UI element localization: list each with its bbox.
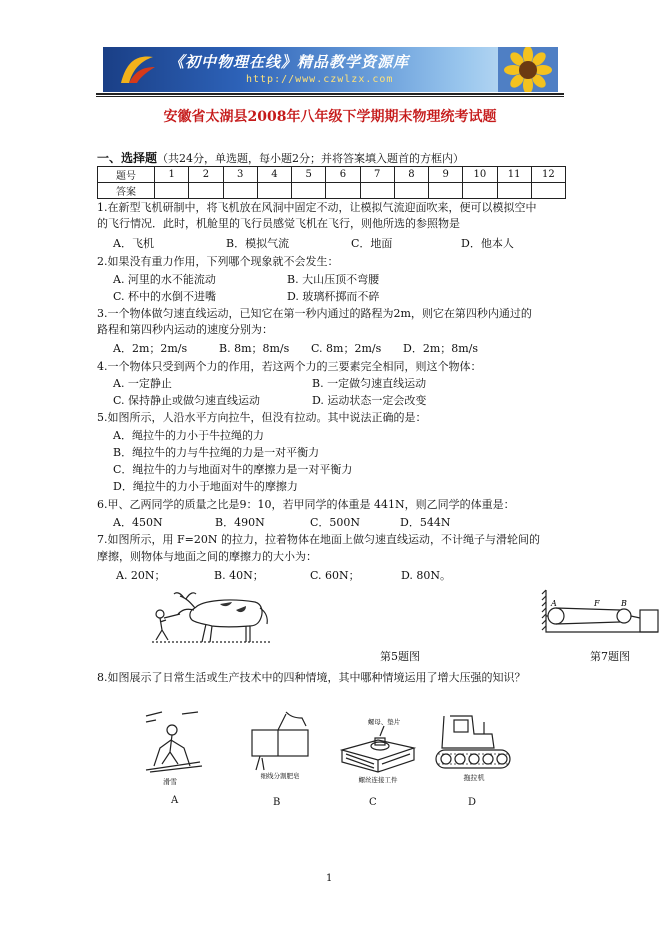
question-4-option-c: C. 保持静止或做匀速直线运动 <box>113 394 261 407</box>
question-2-option-a: A. 河里的水不能流动 <box>113 273 216 286</box>
page-number: 1 <box>326 873 333 884</box>
question-8-image-d-tractor <box>432 708 514 788</box>
question-2-option-d: D. 玻璃杯掷而不碎 <box>287 290 380 303</box>
question-6-option-a: A．450N <box>113 516 163 529</box>
question-7-option-b: B. 40N； <box>214 569 264 582</box>
answer-cell[interactable] <box>497 183 531 199</box>
figure-5-caption: 第5题图 <box>380 650 420 663</box>
question-7-text-line-2: 摩擦，则物体与地面之间的摩擦力的大小为： <box>97 550 317 563</box>
answer-table-header-label: 题号 <box>98 167 155 183</box>
question-3-option-b: B. 8m；8m/s <box>219 342 290 355</box>
question-number: 3 <box>223 167 257 183</box>
answer-cell[interactable] <box>155 183 189 199</box>
question-6-option-b: B．490N <box>215 516 265 529</box>
force-label-f: F <box>594 599 600 608</box>
question-2-text: 2.如果没有重力作用，下列哪个现象就不会发生： <box>97 255 339 268</box>
question-5-option-d: D．绳拉牛的力小于地面对牛的摩擦力 <box>113 480 298 493</box>
banner-url[interactable]: http://www.czwlzx.com <box>246 74 394 85</box>
question-6-option-c: C．500N <box>310 516 361 529</box>
image-d-letter: D <box>468 797 477 808</box>
answer-table-answer-label: 答案 <box>98 183 155 199</box>
question-3-text-line-1: 3.一个物体做匀速直线运动，已知它在第一秒内通过的路程为2m，则它在第四秒内通过的 <box>97 307 532 320</box>
header-rule <box>96 93 564 95</box>
answer-cell[interactable] <box>223 183 257 199</box>
question-7-figure-pulley <box>540 586 660 638</box>
answer-table-answer-row <box>98 183 566 199</box>
pulley-label-b: B <box>621 599 627 608</box>
question-3-text-line-2: 路程和第四秒内运动的速度分别为： <box>97 323 273 336</box>
question-number: 2 <box>189 167 223 183</box>
image-c-letter: C <box>369 797 377 808</box>
image-c-top-label: 螺母、垫片 <box>367 718 401 726</box>
question-number: 4 <box>257 167 291 183</box>
image-c-label: 螺丝连接工件 <box>358 776 398 784</box>
answer-cell[interactable] <box>189 183 223 199</box>
question-8-image-c-bolt <box>338 716 418 792</box>
question-5-text: 5.如图所示，人沿水平方向拉牛，但没有拉动。其中说法正确的是： <box>97 411 427 424</box>
section-title: 一、选择题 <box>97 151 158 165</box>
answer-cell[interactable] <box>360 183 394 199</box>
question-7-option-a: A. 20N； <box>116 569 166 582</box>
question-8-image-b-soap <box>246 708 314 788</box>
section-heading <box>97 149 464 166</box>
sunflower-icon <box>498 47 558 92</box>
header-banner <box>103 47 558 92</box>
question-1-option-c: C．地面 <box>351 237 393 250</box>
section-note: （共24分，单选题，每小题2分；并将答案填入题首的方框内） <box>157 152 465 165</box>
question-6-text: 6.甲、乙两同学的质量之比是9：10，若甲同学的体重是 441N，则乙同学的体重是： <box>97 498 515 511</box>
question-7-option-c: C. 60N； <box>310 569 360 582</box>
question-7-text-line-1: 7.如图所示，用 F=20N 的拉力，拉着物体在地面上做匀速直线运动，不计绳子与滑轮间的 <box>97 533 540 546</box>
image-a-label: 滑雪 <box>163 778 177 786</box>
header-rule-thin <box>96 96 564 97</box>
answer-cell[interactable] <box>429 183 463 199</box>
answer-cell[interactable] <box>257 183 291 199</box>
question-number: 6 <box>326 167 360 183</box>
figure-7-caption: 第7题图 <box>590 650 630 663</box>
question-number: 1 <box>155 167 189 183</box>
question-6-option-d: D．544N <box>400 516 451 529</box>
image-a-letter: A <box>171 795 179 806</box>
question-4-option-b: B. 一定做匀速直线运动 <box>312 377 427 390</box>
question-2-option-c: C. 杯中的水倒不进嘴 <box>113 290 217 303</box>
answer-table <box>97 166 566 199</box>
image-b-label: 细线分割肥皂 <box>260 772 300 780</box>
question-5-figure-man-pulling-cow <box>150 590 275 650</box>
question-1-text-line-2: 的飞行情况．此时，机舱里的飞行员感觉飞机在飞行，则他所选的参照物是 <box>97 217 460 230</box>
question-1-option-a: A．飞机 <box>113 237 154 250</box>
question-2-option-b: B. 大山压顶不弯腰 <box>287 273 380 286</box>
image-d-label: 拖拉机 <box>463 774 485 782</box>
pulley-label-a: A <box>551 599 557 608</box>
question-1-text-line-1: 1.在新型飞机研制中，将飞机放在风洞中固定不动，让模拟气流迎面吹来，便可以模拟空中 <box>97 201 537 214</box>
answer-cell[interactable] <box>326 183 360 199</box>
answer-cell[interactable] <box>292 183 326 199</box>
logo-icon <box>117 53 157 87</box>
question-1-option-b: B．模拟气流 <box>226 237 290 250</box>
question-4-option-d: D. 运动状态一定会改变 <box>312 394 427 407</box>
question-number: 12 <box>531 167 565 183</box>
answer-table-header-row <box>98 167 566 183</box>
question-number: 10 <box>463 167 497 183</box>
question-7-option-d: D. 80N。 <box>401 569 452 582</box>
answer-cell[interactable] <box>531 183 565 199</box>
question-3-option-d: D．2m；8m/s <box>403 342 479 355</box>
question-number: 11 <box>497 167 531 183</box>
question-number: 8 <box>394 167 428 183</box>
question-8-text: 8.如图展示了日常生活或生产技术中的四种情境，其中哪种情境运用了增大压强的知识？ <box>97 671 526 684</box>
question-5-option-c: C．绳拉牛的力与地面对牛的摩擦力是一对平衡力 <box>113 463 353 476</box>
question-5-option-b: B．绳拉牛的力与牛拉绳的力是一对平衡力 <box>113 446 320 459</box>
question-8-image-a-skier <box>142 708 204 788</box>
question-3-option-c: C. 8m；2m/s <box>311 342 382 355</box>
question-1-option-d: D．他本人 <box>461 237 514 250</box>
question-4-option-a: A. 一定静止 <box>113 377 172 390</box>
answer-cell[interactable] <box>394 183 428 199</box>
question-number: 7 <box>360 167 394 183</box>
exam-title: 安徽省太湖县2008年八年级下学期期末物理统考试题 <box>163 109 497 125</box>
question-3-option-a: A．2m；2m/s <box>113 342 188 355</box>
answer-cell[interactable] <box>463 183 497 199</box>
image-b-letter: B <box>273 797 281 808</box>
question-4-text: 4.一个物体只受到两个力的作用，若这两个力的三要素完全相同，则这个物体： <box>97 360 482 373</box>
question-number: 5 <box>292 167 326 183</box>
question-number: 9 <box>429 167 463 183</box>
banner-title: 《初中物理在线》精品教学资源库 <box>169 53 410 71</box>
question-5-option-a: A．绳拉牛的力小于牛拉绳的力 <box>113 429 264 442</box>
